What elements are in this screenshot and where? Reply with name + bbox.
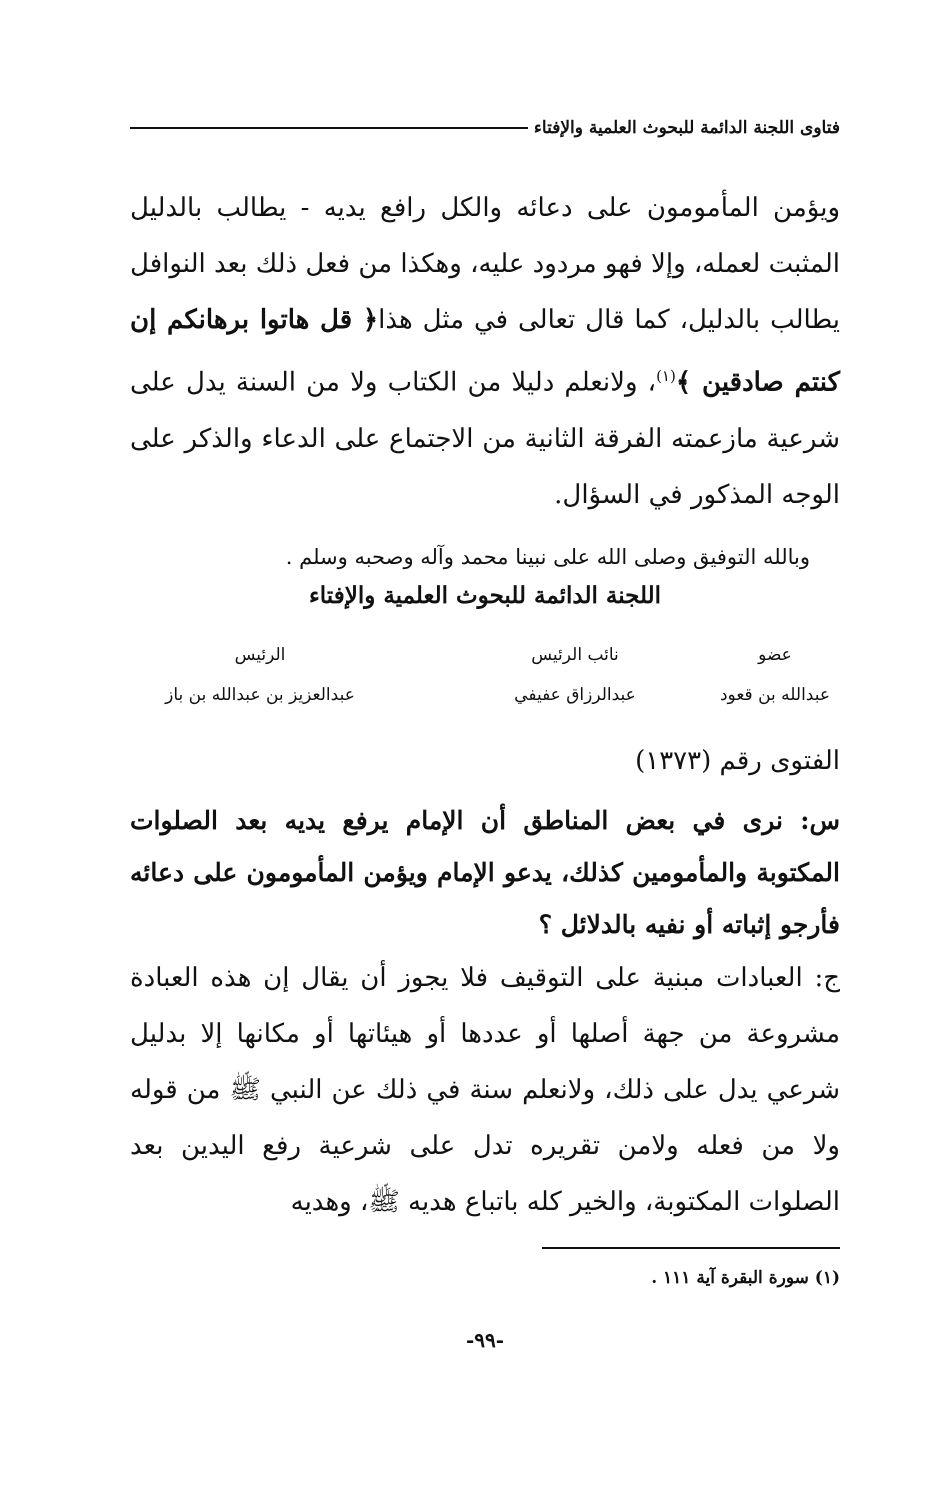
footnote-reference: (١) — [656, 367, 676, 385]
signature-member — [710, 640, 840, 710]
paragraph-text-part2: ، ولانعلم دليلا من الكتاب ولا من السنة يدل على شرعية مازعمته الفرقة الثانية من الاجتماع على الدعاء والذكر على الوجه المذكور في السؤال. — [130, 367, 840, 510]
quran-verse: ﴿ قل هاتوا برهانكم إن كنتم صادقين ﴾ — [130, 305, 840, 398]
header-rule — [130, 127, 528, 129]
footnote-separator — [542, 1247, 840, 1249]
page-number: -٩٩- — [465, 1328, 505, 1352]
question-text: س: نرى في بعض المناطق أن الإمام يرفع يديه بعد الصلوات المكتوبة والمأمومين كذلك، يدعو الإمام ويؤمن المأمومون على دعائه فأرجو إثباته أو نفيه بالدلائل ؟ — [130, 806, 840, 939]
signature-name: عبدالعزيز بن عبدالله بن باز — [165, 685, 355, 705]
signature-vice-president — [480, 640, 670, 710]
signature-name: عبدالله بن قعود — [719, 685, 830, 705]
closing-prayer: وبالله التوفيق وصلى الله على نبينا محمد وآله وصحبه وسلم . — [285, 545, 810, 569]
running-header — [130, 118, 840, 138]
signature-president — [130, 640, 390, 710]
signature-role: الرئيس — [234, 645, 286, 665]
fatwa-number: الفتوى رقم (١٣٧٣) — [635, 746, 840, 776]
answer-text: ج: العبادات مبنية على التوقيف فلا يجوز أن يقال إن هذه العبادة مشروعة من جهة أصلها أو عددها أو هيئاتها أو مكانها إلا بدليل شرعي يدل على ذلك، ولانعلم سنة في ذلك عن النبي ﷺ من قوله ولا من فعله ولامن تقريره تدل على شرعية رفع اليدين بعد الصلوات المكتوبة، والخير كله باتباع هديه ﷺ، وهديه — [130, 963, 840, 1217]
paragraph-previous-answer — [130, 180, 840, 523]
paragraph-text-part1: ويؤمن المأمومون على دعائه والكل رافع يديه - يطالب بالدليل المثبت لعمله، وإلا فهو مردود عليه، وهكذا من فعل ذلك بعد النوافل يطالب بالدليل، كما قال تعالى في مثل هذا — [130, 193, 841, 335]
book-title: فتاوى اللجنة الدائمة للبحوث العلمية والإفتاء — [533, 118, 840, 138]
signature-role: عضو — [758, 645, 792, 665]
committee-name: اللجنة الدائمة للبحوث العلمية والإفتاء — [308, 582, 662, 609]
document-page — [130, 110, 840, 1370]
footnote-text: (١) سورة البقرة آية ١١١ . — [651, 1268, 840, 1288]
signature-name: عبدالرزاق عفيفي — [514, 685, 636, 705]
signature-role: نائب الرئيس — [531, 645, 619, 665]
